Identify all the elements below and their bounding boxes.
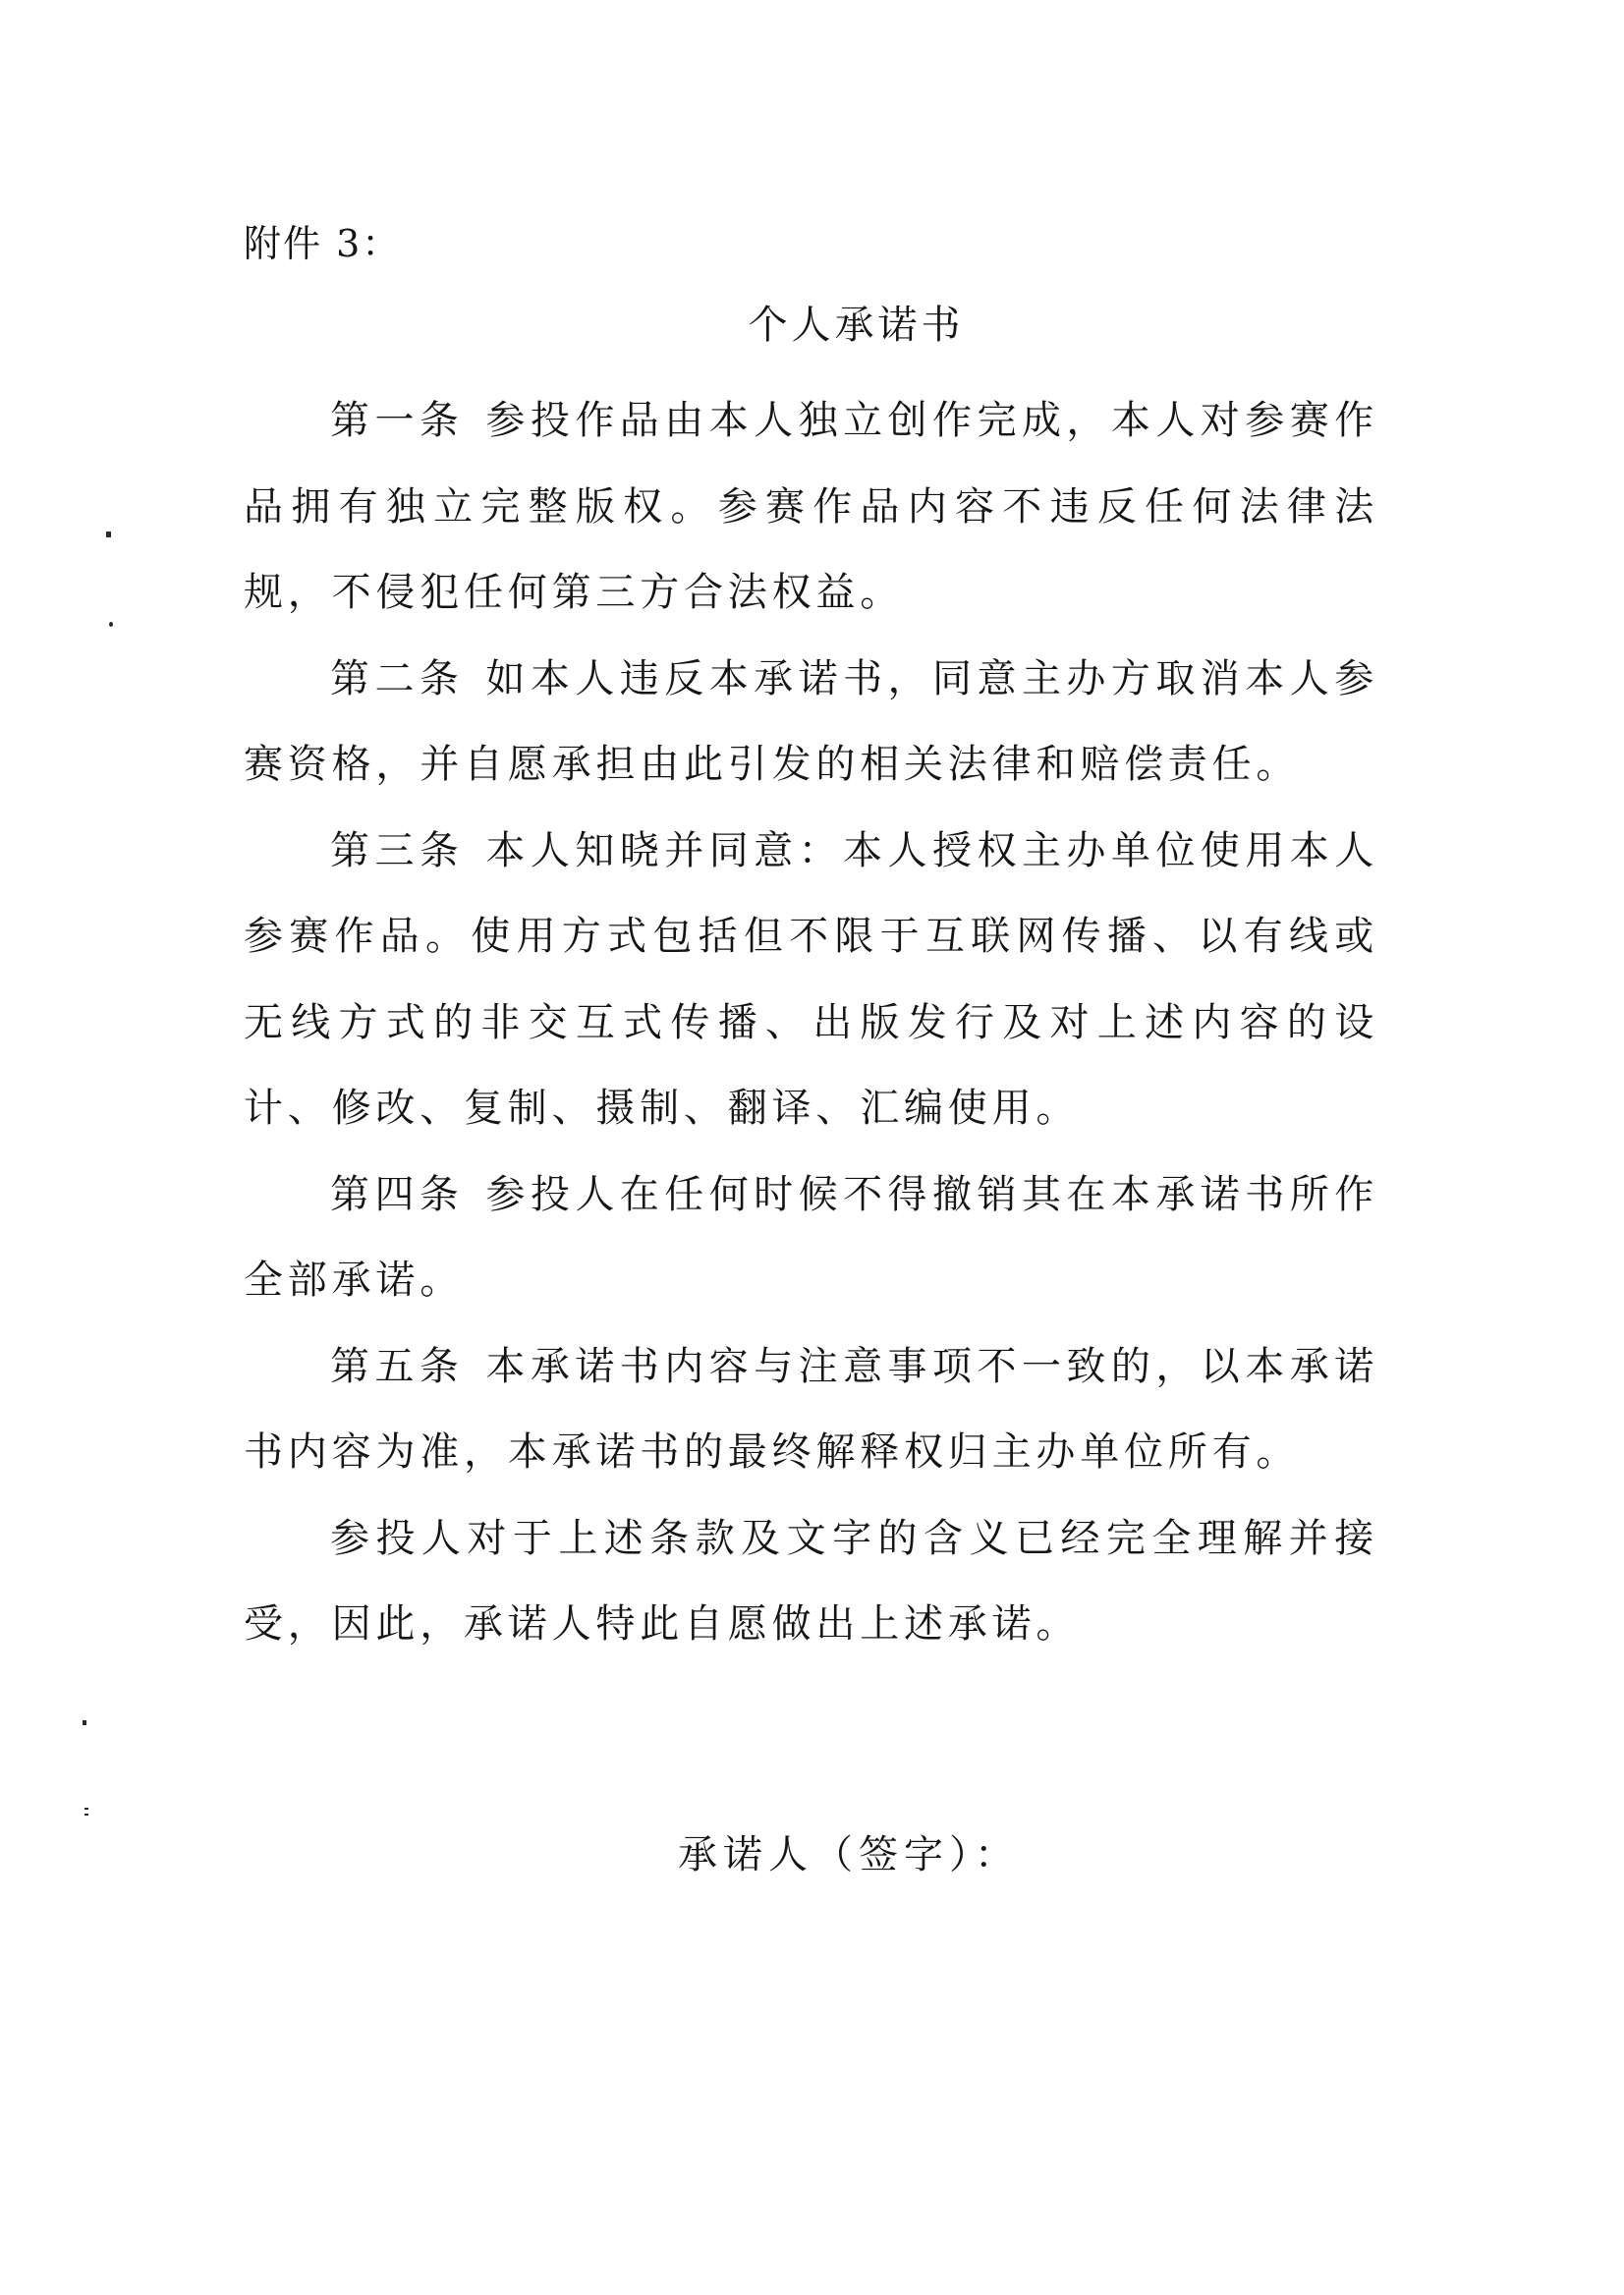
scan-speck <box>84 1808 88 1810</box>
clause-text: 参投作品由本人独立创作完成，本人对参赛作品拥有独立完整版权。参赛作品内容不违反任何法律法规，不侵犯任何第三方合法权益。 <box>244 398 1378 615</box>
clause-text: 如本人违反本承诺书，同意主办方取消本人参赛资格，并自愿承担由此引发的相关法律和赔偿责任。 <box>244 655 1378 787</box>
scan-speck <box>83 1720 86 1725</box>
scan-speck <box>106 532 111 537</box>
clause-text: 参投人在任何时候不得撤销其在本承诺书所作全部承诺。 <box>244 1171 1378 1303</box>
clause-number: 第二条 <box>330 655 465 701</box>
clause-3 <box>244 809 1378 1152</box>
document-body <box>244 378 1378 1668</box>
attachment-label: 附件 3： <box>244 222 402 265</box>
scan-speck <box>84 1814 88 1816</box>
clause-1 <box>244 378 1378 637</box>
clause-number: 第一条 <box>330 398 465 443</box>
clause-number: 第五条 <box>330 1343 465 1389</box>
clause-number: 第三条 <box>330 827 465 873</box>
document-title: 个人承诺书 <box>748 303 965 348</box>
closing-paragraph: 参投人对于上述条款及文字的含义已经完全理解并接受，因此，承诺人特此自愿做出上述承诺。 <box>244 1515 1378 1647</box>
clause-text: 本人知晓并同意：本人授权主办单位使用本人参赛作品。使用方式包括但不限于互联网传播、以有线或无线方式的非交互式传播、出版发行及对上述内容的设计、修改、复制、摄制、翻译、汇编使用。 <box>244 827 1378 1131</box>
signature-label: 承诺人（签字）： <box>678 1832 1020 1877</box>
clause-number: 第四条 <box>330 1171 465 1217</box>
clause-text: 本承诺书内容与注意事项不一致的，以本承诺书内容为准，本承诺书的最终解释权归主办单位所有。 <box>244 1343 1378 1475</box>
clause-5 <box>244 1324 1378 1496</box>
scan-speck <box>109 622 113 627</box>
clause-2 <box>244 637 1378 809</box>
clause-4 <box>244 1152 1378 1324</box>
